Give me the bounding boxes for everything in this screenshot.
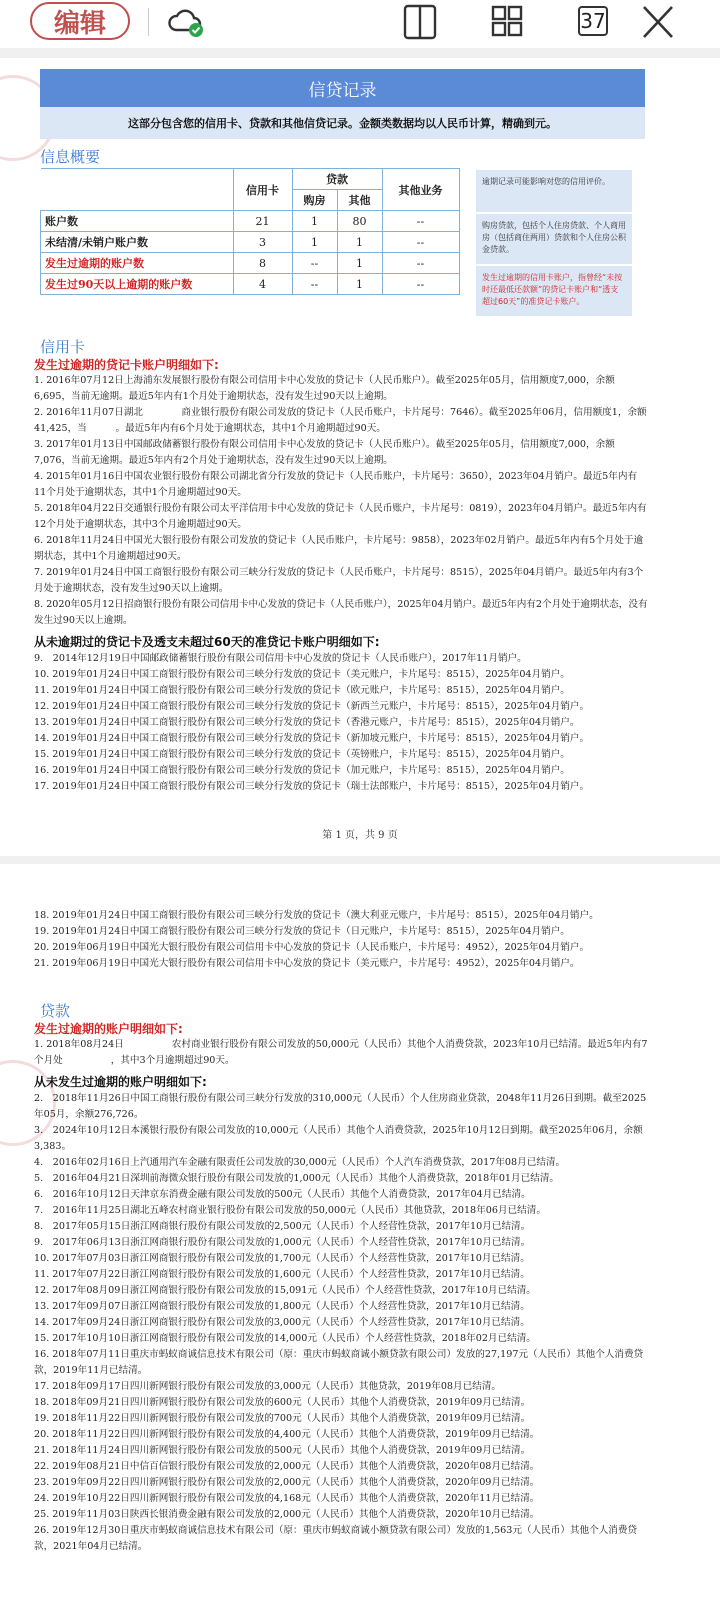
toolbar-shadow [0, 48, 720, 58]
list-item: 2. 2016年11月07日湖北 商业银行股份有限公司发放的贷记卡（人民币账户，卡片尾号：7646）。截至2025年06月，信用额度1，余额41,425，当 。最近5年内有6个月处于逾期状态，其中1个月逾期超过90天。 [34, 407, 647, 434]
overdue-card-heading: 发生过逾期的贷记卡账户明细如下: [34, 358, 219, 372]
list-item: 16. 2018年07月11日重庆市蚂蚁商诚信息技术有限公司（原：重庆市蚂蚁商诚小额贷款有限公司）发放的27,197元（人民币）其他个人消费贷款，2019年11月已结清。 [34, 1349, 644, 1376]
list-item: 25. 2019年11月03日陕西长银消费金融有限公司发放的2,000元（人民币）其他个人消费贷款，2020年10月已结清。 [34, 1509, 540, 1520]
grid-view-icon[interactable] [487, 4, 527, 40]
overview-row: 发生过90天以上逾期的账户数 4 -- 1 -- [41, 274, 460, 295]
toolbar-divider [148, 8, 149, 36]
credit-card-title: 信用卡 [40, 338, 86, 356]
credit-record-title: 信贷记录 [40, 69, 645, 107]
list-item: 5. 2018年04月22日交通银行股份有限公司太平洋信用卡中心发放的贷记卡（人民币账户，卡片尾号：0819），2023年04月销户。最近5年内有12个月处于逾期状态，其中3个月逾期超过90天。 [34, 503, 647, 530]
list-item: 12. 2017年08月09日浙江网商银行股份有限公司发放的15,091元（人民币）个人经营性贷款，2017年10月已结清。 [34, 1285, 536, 1296]
list-item: 7. 2019年01月24日中国工商银行股份有限公司三峡分行发放的贷记卡（人民币账户，卡片尾号：8515），2025年04月销户。最近5年内有3个月处于逾期状态，没有发生过90天以上逾期。 [34, 567, 644, 594]
overview-row: 账户数 21 1 80 -- [41, 211, 460, 232]
edit-button[interactable]: 编辑 [30, 2, 130, 40]
list-item: 4. 2016年02月16日上汽通用汽车金融有限责任公司发放的30,000元（人民币）个人汽车消费贷款，2017年08月已结清。 [34, 1157, 566, 1168]
list-item: 10. 2019年01月24日中国工商银行股份有限公司三峡分行发放的贷记卡（美元账户，卡片尾号：8515），2025年04月销户。 [34, 669, 570, 680]
list-item: 15. 2019年01月24日中国工商银行股份有限公司三峡分行发放的贷记卡（英镑账户，卡片尾号：8515），2025年04月销户。 [34, 749, 570, 760]
list-item: 11. 2019年01月24日中国工商银行股份有限公司三峡分行发放的贷记卡（欧元账户，卡片尾号：8515），2025年04月销户。 [34, 685, 570, 696]
list-item: 13. 2019年01月24日中国工商银行股份有限公司三峡分行发放的贷记卡（香港元账户，卡片尾号：8515），2025年04月销户。 [34, 717, 580, 728]
list-item: 21. 2018年11月24日四川新网银行股份有限公司发放的500元（人民币）其他个人消费贷款，2019年09月已结清。 [34, 1445, 531, 1456]
list-item: 24. 2019年10月22日四川新网银行股份有限公司发放的4,168元（人民币）其他个人消费贷款，2020年11月已结清。 [34, 1493, 540, 1504]
overview-title: 信息概要 [40, 148, 101, 166]
overview-note: 发生过逾期的信用卡账户，指曾经“未按时还最低还款额”的贷记卡账户和“透支超过60天”的准贷记卡账户。 [476, 266, 632, 316]
overview-table: 信用卡 贷款 其他业务 购房 其他 账户数 21 1 80 -- 未结清/未销户账户数 3 1 1 -- 发生过逾期的账户数 8 -- 1 -- 发生过90天以上逾期的账户数 4 -- 1 -- [40, 168, 460, 295]
list-item: 23. 2019年09月22日四川新网银行股份有限公司发放的2,000元（人民币）其他个人消费贷款，2020年09月已结清。 [34, 1477, 540, 1488]
list-item: 19. 2018年11月22日四川新网银行股份有限公司发放的700元（人民币）其他个人消费贷款，2019年09月已结清。 [34, 1413, 531, 1424]
overview-row: 未结清/未销户账户数 3 1 1 -- [41, 232, 460, 253]
split-view-icon[interactable] [400, 4, 440, 40]
list-item: 2. 2018年11月26日中国工商银行股份有限公司三峡分行发放的310,000元（人民币）个人住房商业贷款，2048年11月26日到期。截至2025年05月，余额276,726。 [34, 1093, 647, 1120]
list-item: 1. 2018年08月24日 农村商业银行股份有限公司发放的50,000元（人民币）其他个人消费贷款，2023年10月已结清。最近5年内有7个月处 ，其中3个月逾期超过90天。 [34, 1039, 648, 1066]
list-item: 19. 2019年01月24日中国工商银行股份有限公司三峡分行发放的贷记卡（日元账户，卡片尾号：8515），2025年04月销户。 [34, 926, 570, 937]
list-item: 8. 2017年05月15日浙江网商银行股份有限公司发放的2,500元（人民币）个人经营性贷款，2017年10月已结清。 [34, 1221, 531, 1232]
normal-card-heading: 从未逾期过的贷记卡及透支未超过60天的准贷记卡账户明细如下: [34, 635, 380, 649]
list-item: 18. 2019年01月24日中国工商银行股份有限公司三峡分行发放的贷记卡（澳大利亚元账户，卡片尾号：8515），2025年04月销户。 [34, 910, 599, 921]
list-item: 16. 2019年01月24日中国工商银行股份有限公司三峡分行发放的贷记卡（加元账户，卡片尾号：8515），2025年04月销户。 [34, 765, 570, 776]
list-item: 9. 2014年12月19日中国邮政储蓄银行股份有限公司信用卡中心发放的贷记卡（人民币账户），2017年11月销户。 [34, 653, 527, 664]
list-item: 13. 2017年09月07日浙江网商银行股份有限公司发放的1,800元（人民币）个人经营性贷款，2017年10月已结清。 [34, 1301, 530, 1312]
list-item: 3. 2017年01月13日中国邮政储蓄银行股份有限公司信用卡中心发放的贷记卡（人民币账户）。截至2025年05月，信用额度7,000，余额7,076，当前无逾期。最近5年内有2个月处于逾期状态，没有发生过90天以上逾期。 [34, 439, 615, 466]
overview-note: 购房贷款，包括个人住房贷款、个人商用房（包括商住两用）贷款和个人住房公积金贷款。 [476, 214, 632, 264]
normal-loan-heading: 从未发生过逾期的账户明细如下: [34, 1075, 207, 1089]
list-item: 26. 2019年12月30日重庆市蚂蚁商诚信息技术有限公司（原：重庆市蚂蚁商诚小额贷款有限公司）发放的1,563元（人民币）其他个人消费贷款，2021年04月已结清。 [34, 1525, 638, 1552]
overdue-loan-heading: 发生过逾期的账户明细如下: [34, 1022, 183, 1036]
list-item: 1. 2016年07月12日上海浦东发展银行股份有限公司信用卡中心发放的贷记卡（人民币账户）。截至2025年05月，信用额度7,000，余额6,695，当前无逾期。最近5年内有1个月处于逾期状态，没有发生过90天以上逾期。 [34, 375, 615, 402]
list-item: 17. 2018年09月17日四川新网银行股份有限公司发放的3,000元（人民币）其他贷款，2019年08月已结清。 [34, 1381, 502, 1392]
credit-record-subtitle: 这部分包含您的信用卡、贷款和其他信贷记录。金额类数据均以人民币计算，精确到元。 [40, 107, 645, 139]
list-item: 9. 2017年06月13日浙江网商银行股份有限公司发放的1,000元（人民币）个人经营性贷款，2017年10月已结清。 [34, 1237, 531, 1248]
list-item: 20. 2019年06月19日中国光大银行股份有限公司信用卡中心发放的贷记卡（人民币账户，卡片尾号：4952），2025年04月销户。 [34, 942, 590, 953]
page-separator [0, 856, 720, 864]
list-item: 17. 2019年01月24日中国工商银行股份有限公司三峡分行发放的贷记卡（瑞士法郎账户，卡片尾号：8515），2025年04月销户。 [34, 781, 590, 792]
list-item: 22. 2019年08月21日中信百信银行股份有限公司发放的2,000元（人民币）其他个人消费贷款，2020年08月已结清。 [34, 1461, 540, 1472]
cloud-sync-icon[interactable] [166, 4, 206, 40]
list-item: 14. 2017年09月24日浙江网商银行股份有限公司发放的3,000元（人民币）个人经营性贷款，2017年10月已结清。 [34, 1317, 530, 1328]
list-item: 15. 2017年10月10日浙江网商银行股份有限公司发放的14,000元（人民币）个人经营性贷款，2018年02月已结清。 [34, 1333, 536, 1344]
list-item: 8. 2020年05月12日招商银行股份有限公司信用卡中心发放的贷记卡（人民币账户），2025年04月销户。最近5年内有2个月处于逾期状态，没有发生过90天以上逾期。 [34, 599, 648, 626]
overview-note: 逾期记录可能影响对您的信用评价。 [476, 170, 632, 212]
loan-title: 贷款 [40, 1002, 71, 1020]
list-item: 21. 2019年06月19日中国光大银行股份有限公司信用卡中心发放的贷记卡（美元账户，卡片尾号：4952），2025年04月销户。 [34, 958, 580, 969]
list-item: 5. 2016年04月21日深圳前海微众银行股份有限公司发放的1,000元（人民币）其他个人消费贷款，2018年01月已结清。 [34, 1173, 560, 1184]
list-item: 10. 2017年07月03日浙江网商银行股份有限公司发放的1,700元（人民币）个人经营性贷款，2017年10月已结清。 [34, 1253, 530, 1264]
list-item: 11. 2017年07月22日浙江网商银行股份有限公司发放的1,600元（人民币）个人经营性贷款，2017年10月已结清。 [34, 1269, 530, 1280]
list-item: 3. 2024年10月12日本溪银行股份有限公司发放的10,000元（人民币）其他个人消费贷款，2025年10月12日到期。截至2025年06月，余额3,383。 [34, 1125, 643, 1152]
list-item: 12. 2019年01月24日中国工商银行股份有限公司三峡分行发放的贷记卡（新西兰元账户，卡片尾号：8515），2025年04月销户。 [34, 701, 590, 712]
list-item: 7. 2016年11月25日湖北五峰农村商业银行股份有限公司发放的50,000元（人民币）其他贷款，2018年06月已结清。 [34, 1205, 546, 1216]
top-toolbar [0, 0, 720, 48]
list-item: 6. 2016年10月12日天津京东消费金融有限公司发放的500元（人民币）其他个人消费贷款，2017年04月已结清。 [34, 1189, 531, 1200]
list-item: 14. 2019年01月24日中国工商银行股份有限公司三峡分行发放的贷记卡（新加坡元账户，卡片尾号：8515），2025年04月销户。 [34, 733, 590, 744]
list-item: 4. 2015年01月16日中国农业银行股份有限公司湖北省分行发放的贷记卡（人民币账户，卡片尾号：3650），2023年04月销户。最近5年内有11个月处于逾期状态，其中1个月逾期超过90天。 [34, 471, 638, 498]
page-footer: 第 1 页，共 9 页 [322, 830, 398, 841]
list-item: 18. 2018年09月21日四川新网银行股份有限公司发放的600元（人民币）其他个人消费贷款，2019年09月已结清。 [34, 1397, 531, 1408]
tab-count-icon[interactable]: 37 [578, 6, 608, 36]
list-item: 20. 2018年11月22日四川新网银行股份有限公司发放的4,400元（人民币）其他个人消费贷款，2019年09月已结清。 [34, 1429, 540, 1440]
list-item: 6. 2018年11月24日中国光大银行股份有限公司发放的贷记卡（人民币账户，卡片尾号：9858），2023年02月销户。最近5年内有5个月处于逾期状态，其中1个月逾期超过90天。 [34, 535, 644, 562]
overview-row: 发生过逾期的账户数 8 -- 1 -- [41, 253, 460, 274]
close-icon[interactable] [638, 4, 678, 40]
